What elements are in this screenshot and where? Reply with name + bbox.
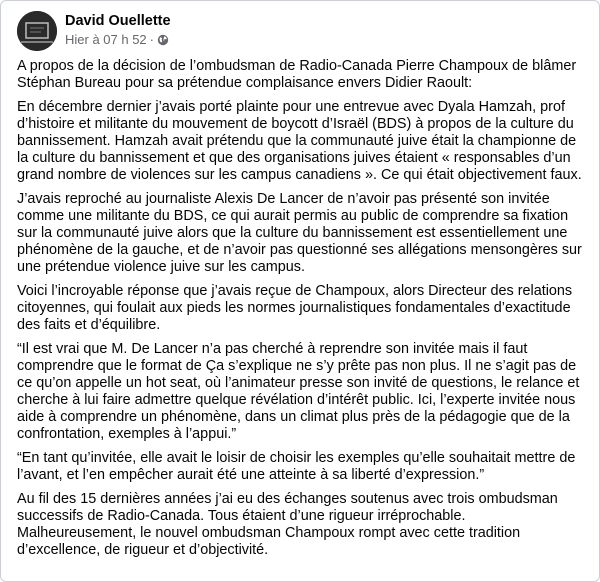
post-timestamp[interactable]: Hier à 07 h 52 [65, 32, 147, 47]
post-paragraph: “En tant qu’invitée, elle avait le loisir de choisir les exemples qu’elle souhaitait mettre de l’avant, et l’en empêcher aurait été une atteinte à sa liberté d’expression.” [17, 450, 576, 483]
post-paragraph: J’avais reproché au journaliste Alexis De Lancer de n’avoir pas présenté son invitée comme une militante du BDS, ce qui aurait permis au public de comprendre sa fixation sur la communauté juive alors que la culture du bannissement est essentiellement une phénomène de la gauche, et de n’avoir pas questionné ses allégations mensongères sur une prétendue violence juive sur les campus. [17, 191, 582, 275]
post-paragraph: “Il est vrai que M. De Lancer n’a pas cherché à reprendre son invitée mais il faut comprendre que le format de Ça s’explique ne s’y prête pas non plus. Il ne s’agit pas de ce qu’on appelle un hot seat, où l’animateur presse son invité de questions, le relance et cherche à lui faire admettre quelque révélation d’intérêt public. Ici, l’experte invitée nous aide à comprendre un phénomène, dans un climat plus près de la pédagogie que de la confrontation, exemples à l’appui.” [17, 341, 580, 442]
post-header [17, 11, 171, 51]
post-paragraph: Au fil des 15 dernières années j’ai eu des échanges soutenus avec trois ombudsman successifs de Radio-Canada. Tous étaient d’une rigueur irréprochable. Malheureusement, le nouvel ombudsman Champoux rompt avec cette tradition d’excellence, de rigueur et d’objectivité. [17, 491, 558, 558]
post-paragraph: En décembre dernier j’avais porté plainte pour une entrevue avec Dyala Hamzah, prof d’histoire et militante du mouvement de boycott d’Israël (BDS) à propos de la culture du bannissement. Hamzah avait prétendu que la communauté juive était la championne de la culture du bannissement et que des organisations juives étaient « responsables d’un grand nombre de violences sur les campus canadiens ». Ce qui était objectivement faux. [17, 99, 582, 183]
avatar[interactable] [17, 11, 57, 51]
post-body [17, 58, 585, 566]
post-paragraph: A propos de la décision de l’ombudsman de Radio-Canada Pierre Champoux de blâmer Stéphan Bureau pour sa prétendue complaisance envers Didier Raoult: [17, 58, 577, 91]
globe-icon[interactable] [157, 34, 169, 46]
avatar-image [17, 11, 57, 51]
post-subline [65, 32, 171, 48]
separator-dot: · [149, 32, 155, 47]
post-paragraph: Voici l’incroyable réponse que j’avais reçue de Champoux, alors Directeur des relations citoyennes, qui foulait aux pieds les normes journalistiques fondamentales d’exactitude des faits et d’équilibre. [17, 283, 573, 333]
post-meta [65, 11, 171, 51]
author-name[interactable]: David Ouellette [65, 13, 171, 29]
